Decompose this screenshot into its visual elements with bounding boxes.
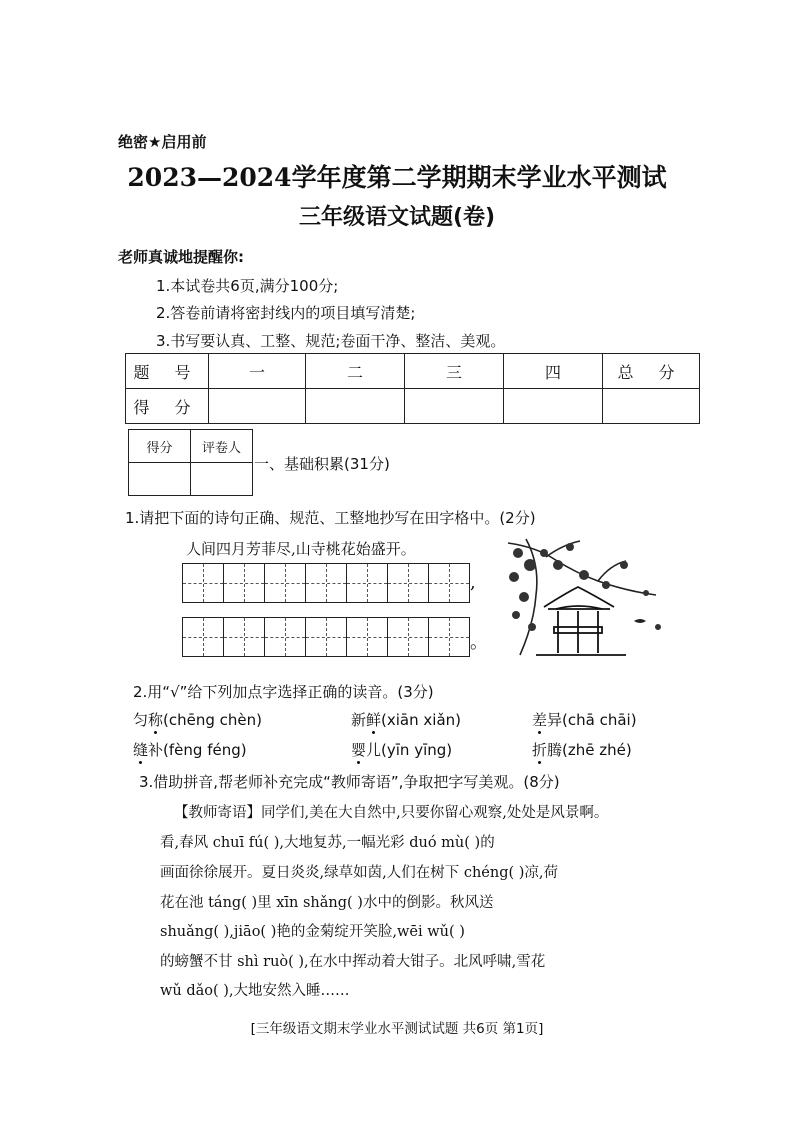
dotted-character: 鲜 bbox=[366, 711, 382, 729]
pinyin-item[interactable] bbox=[351, 739, 452, 760]
question-2-text: 2.用“√”给下列加点字选择正确的读音。(3分) bbox=[133, 683, 434, 701]
dotted-character: 折 bbox=[532, 741, 548, 759]
passage-line: 【教师寄语】同学们,美在大自然中,只要你留心观察,处处是风景啊。 bbox=[174, 805, 609, 821]
grader-score-label: 得分 bbox=[129, 430, 191, 463]
pinyin-word-part: 异 bbox=[547, 711, 563, 729]
pinyin-word-part: 新 bbox=[351, 711, 367, 729]
pinyin-word-part: 儿 bbox=[366, 741, 382, 759]
score-row-label: 得 分 bbox=[126, 389, 209, 424]
dotted-character: 缝 bbox=[133, 741, 149, 759]
pinyin-item[interactable] bbox=[532, 739, 632, 760]
score-input-cell[interactable] bbox=[504, 389, 603, 424]
score-header-cell: 三 bbox=[405, 354, 504, 389]
pinyin-options: (chēng chèn) bbox=[163, 711, 263, 729]
page-footer: [三年级语文期末学业水平测试试题 共6页 第1页] bbox=[250, 1021, 544, 1037]
score-input-cell[interactable] bbox=[603, 389, 700, 424]
dotted-character: 差 bbox=[532, 711, 548, 729]
poem-line: 人间四月芳菲尽,山寺桃花始盛开。 bbox=[186, 540, 416, 558]
confidential-label: 绝密★启用前 bbox=[118, 133, 207, 151]
score-table-header-row bbox=[126, 354, 700, 389]
passage-line[interactable]: 的螃蟹不甘 shì ruò( ),在水中挥动着大钳子。北风呼啸,雪花 bbox=[160, 954, 546, 970]
reminder-item: 2.答卷前请将密封线内的项目填写清楚; bbox=[156, 304, 416, 322]
score-header-cell: 四 bbox=[504, 354, 603, 389]
score-header-cell: 题 号 bbox=[126, 354, 209, 389]
pinyin-word-part: 腾 bbox=[547, 741, 563, 759]
passage-line[interactable]: 看,春风 chuī fú( ),大地复苏,一幅光彩 duó mù( )的 bbox=[160, 835, 495, 851]
grader-score-cell[interactable] bbox=[129, 463, 191, 496]
pinyin-item[interactable] bbox=[133, 709, 262, 730]
grader-name-cell[interactable] bbox=[191, 463, 253, 496]
pinyin-options: (chā chāi) bbox=[562, 711, 637, 729]
reminder-item: 3.书写要认真、工整、规范;卷面干净、整洁、美观。 bbox=[156, 332, 506, 350]
passage-line[interactable]: 花在池 táng( )里 xīn shǎng( )水中的倒影。秋风送 bbox=[160, 895, 494, 911]
score-table bbox=[125, 353, 700, 424]
passage-line[interactable]: wǔ dǎo( ),大地安然入睡…… bbox=[160, 983, 350, 999]
question-3-text: 3.借助拼音,帮老师补充完成“教师寄语”,争取把字写美观。(8分) bbox=[139, 773, 560, 791]
pinyin-item[interactable] bbox=[133, 739, 247, 760]
pinyin-options: (yīn yīng) bbox=[381, 741, 453, 759]
score-input-cell[interactable] bbox=[209, 389, 306, 424]
grader-box bbox=[128, 429, 253, 496]
pavilion-illustration bbox=[506, 535, 682, 661]
pinyin-item[interactable] bbox=[532, 709, 637, 730]
score-input-cell[interactable] bbox=[306, 389, 405, 424]
section-title: 一、基础积累(31分) bbox=[254, 455, 390, 473]
pinyin-options: (fèng féng) bbox=[163, 741, 247, 759]
exam-title: 2023—2024学年度第二学期期末学业水平测试 bbox=[127, 163, 667, 192]
pinyin-word-part: 匀 bbox=[133, 711, 149, 729]
pinyin-options: (zhē zhé) bbox=[562, 741, 632, 759]
score-header-cell: 二 bbox=[306, 354, 405, 389]
question-1-text: 1.请把下面的诗句正确、规范、工整地抄写在田字格中。(2分) bbox=[125, 509, 536, 527]
passage-line[interactable]: 画面徐徐展开。夏日炎炎,绿草如茵,人们在树下 chéng( )凉,荷 bbox=[160, 865, 559, 881]
passage-line[interactable]: shuǎng( ),jiāo( )艳的金菊绽开笑脸,wēi wǔ( ) bbox=[160, 924, 465, 940]
reminder-item: 1.本试卷共6页,满分100分; bbox=[156, 277, 339, 295]
dotted-character: 婴 bbox=[351, 741, 367, 759]
pinyin-word-part: 补 bbox=[148, 741, 164, 759]
pinyin-item[interactable] bbox=[351, 709, 461, 730]
score-input-cell[interactable] bbox=[405, 389, 504, 424]
comma-mark: , bbox=[470, 572, 476, 593]
tianzige-row-1[interactable] bbox=[182, 563, 470, 603]
score-table-score-row bbox=[126, 389, 700, 424]
period-mark: 。 bbox=[470, 632, 488, 653]
score-header-cell: 总 分 bbox=[603, 354, 700, 389]
pinyin-options: (xiān xiǎn) bbox=[381, 711, 461, 729]
tianzige-row-2[interactable] bbox=[182, 617, 470, 657]
dotted-character: 称 bbox=[148, 711, 164, 729]
reminder-heading: 老师真诚地提醒你: bbox=[118, 248, 244, 266]
score-header-cell: 一 bbox=[209, 354, 306, 389]
exam-subtitle: 三年级语文试题(卷) bbox=[298, 205, 496, 230]
grader-name-label: 评卷人 bbox=[191, 430, 253, 463]
